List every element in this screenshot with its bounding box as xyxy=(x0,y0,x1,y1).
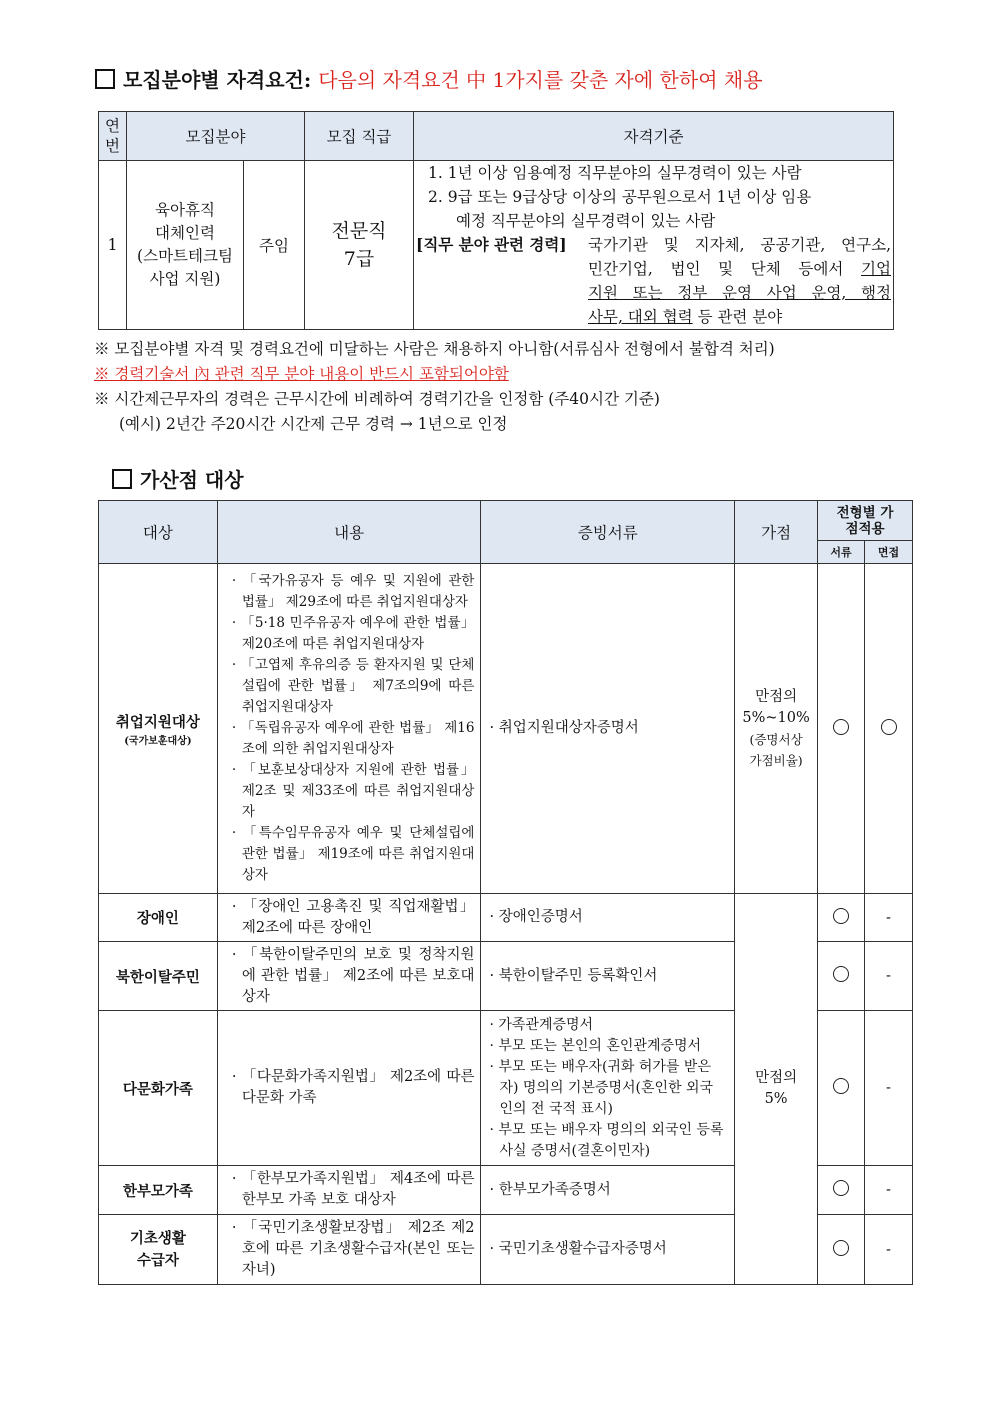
bonus-points-table xyxy=(98,500,913,1285)
section2-heading: 가산점 대상 xyxy=(112,464,244,493)
docs-single-parent: · 한부모가족증명서 xyxy=(481,1166,735,1215)
row-role: 주임 xyxy=(244,161,305,330)
target-single-parent: 한부모가족 xyxy=(99,1166,218,1215)
target-north-defector: 북한이탈주민 xyxy=(99,942,218,1011)
docs-basic-livelihood: · 국민기초생활수급자증명서 xyxy=(481,1215,735,1285)
criteria-2a: 2. 9급 또는 9급상당 이상의 공무원으로서 1년 이상 임용 xyxy=(428,188,812,206)
circle-icon xyxy=(833,1240,849,1256)
interview-basic-livelihood: - xyxy=(865,1215,913,1285)
header-criteria: 자격기준 xyxy=(414,112,894,161)
checkbox-square-icon xyxy=(112,469,132,489)
target-employment-support: 취업지원대상 (국가보훈대상) xyxy=(99,564,218,894)
points-employment-support: 만점의 5%~10% (증명서상 가점비율) xyxy=(735,564,818,894)
row-no: 1 xyxy=(99,161,127,330)
note-2: ※ 경력기술서 內 관련 직무 분야 내용이 반드시 포함되어야함 xyxy=(94,365,509,383)
header-stage: 전형별 가점적용 xyxy=(818,501,913,541)
row-criteria xyxy=(414,161,894,330)
header-grade: 모집 직급 xyxy=(305,112,414,161)
header-target: 대상 xyxy=(99,501,218,564)
interview-multicultural: - xyxy=(865,1011,913,1166)
header-no: 연번 xyxy=(99,112,127,161)
header-points: 가점 xyxy=(735,501,818,564)
criteria-1: 1. 1년 이상 임용예정 직무분야의 실무경력이 있는 사람 xyxy=(428,164,802,182)
docs-employment-support: · 취업지원대상자증명서 xyxy=(481,564,735,894)
content-multicultural: · 「다문화가족지원법」 제2조에 따른 다문화 가족 xyxy=(217,1011,481,1166)
content-employment-support: · 「국가유공자 등 예우 및 지원에 관한 법률」 제29조에 따른 취업지원대상자 · 「5·18 민주유공자 예우에 관한 법률」 제20조에 따른 취업지원대상자 · 「고엽제 후유의증 등 환자지원 및 단체설립에 관한 법률」 제7조의9에 따른 취업지원대상자 · 「독립유공자 예우에 관한 법률」 제16조에 의한 취업지원대상자 · 「보훈보상대상자 지원에 관한 법률」 제2조 및 제33조에 따른 취업지원대상자 · 「특수임무유공자 예우 및 단체설립에 관한 법률」 제19조에 따른 취업지원대상자 xyxy=(217,564,481,894)
doc-stage-disabled xyxy=(818,894,865,942)
section1-heading-note: 다음의 자격요건 中 1가지를 갖춘 자에 한하여 채용 xyxy=(318,68,763,92)
target-disabled: 장애인 xyxy=(99,894,218,942)
interview-single-parent: - xyxy=(865,1166,913,1215)
content-disabled: · 「장애인 고용촉진 및 직업재활법」 제2조에 따른 장애인 xyxy=(217,894,481,942)
criteria-2b: 예정 직무분야의 실무경력이 있는 사람 xyxy=(456,212,716,230)
docs-north-defector: · 북한이탈주민 등록확인서 xyxy=(481,942,735,1011)
content-basic-livelihood: · 「국민기초생활보장법」 제2조 제2호에 따른 기초생활수급자(본인 또는 자녀) xyxy=(217,1215,481,1285)
docs-disabled: · 장애인증명서 xyxy=(481,894,735,942)
doc-stage-single-parent xyxy=(818,1166,865,1215)
header-docs: 증빙서류 xyxy=(481,501,735,564)
content-north-defector: · 「북한이탈주민의 보호 및 정착지원에 관한 법률」 제2조에 따른 보호대상자 xyxy=(217,942,481,1011)
circle-icon xyxy=(833,1180,849,1196)
note-1: ※ 모집분야별 자격 및 경력요건에 미달하는 사람은 채용하지 아니함(서류심사 전형에서 불합격 처리) xyxy=(94,340,775,358)
header-content: 내용 xyxy=(217,501,481,564)
circle-icon xyxy=(833,966,849,982)
section1-heading: 모집분야별 자격요건: 다음의 자격요건 中 1가지를 갖춘 자에 한하여 채용 xyxy=(95,64,763,93)
doc-stage-north-defector xyxy=(818,942,865,1011)
target-basic-livelihood: 기초생활 수급자 xyxy=(99,1215,218,1285)
docs-multicultural: · 가족관계증명서 · 부모 또는 본인의 혼인관계증명서 · 부모 또는 배우자(귀화 허가를 받은 자) 명의의 기본증명서(혼인한 외국인의 전 국적 표시) · 부모 또는 배우자 명의의 외국인 등록사실 증명서(결혼이민자) xyxy=(481,1011,735,1166)
circle-icon xyxy=(833,1078,849,1094)
interview-employment-support xyxy=(865,564,913,894)
header-doc-stage: 서류 xyxy=(818,541,865,564)
row-grade: 전문직 7급 xyxy=(305,161,414,330)
circle-icon xyxy=(881,719,897,735)
qualification-table xyxy=(98,111,894,330)
interview-north-defector: - xyxy=(865,942,913,1011)
circle-icon xyxy=(833,719,849,735)
row-field: 육아휴직 대체인력 (스마트테크팀 사업 지원) xyxy=(127,161,244,330)
related-career-text: 국가기관 및 지자체, 공공기관, 연구소, 민간기업, 법인 및 단체 등에서 기업 지원 또는 정부 운영 사업 운영, 행정 사무, 대외 협력 등 관련 분야 xyxy=(588,236,891,326)
doc-stage-basic-livelihood xyxy=(818,1215,865,1285)
note-4: (예시) 2년간 주20시간 시간제 근무 경력 → 1년으로 인정 xyxy=(119,415,508,433)
target-multicultural: 다문화가족 xyxy=(99,1011,218,1166)
content-single-parent: · 「한부모가족지원법」 제4조에 따른 한부모 가족 보호 대상자 xyxy=(217,1166,481,1215)
note-3: ※ 시간제근무자의 경력은 근무시간에 비례하여 경력기간을 인정함 (주40시간 기준) xyxy=(94,390,660,408)
doc-stage-employment-support xyxy=(818,564,865,894)
related-career-label: [직무 분야 관련 경력] xyxy=(416,235,567,254)
header-interview: 면접 xyxy=(865,541,913,564)
circle-icon xyxy=(833,908,849,924)
checkbox-square-icon xyxy=(95,69,115,89)
interview-disabled: - xyxy=(865,894,913,942)
points-shared: 만점의 5% xyxy=(735,894,818,1285)
header-field: 모집분야 xyxy=(127,112,305,161)
doc-stage-multicultural xyxy=(818,1011,865,1166)
